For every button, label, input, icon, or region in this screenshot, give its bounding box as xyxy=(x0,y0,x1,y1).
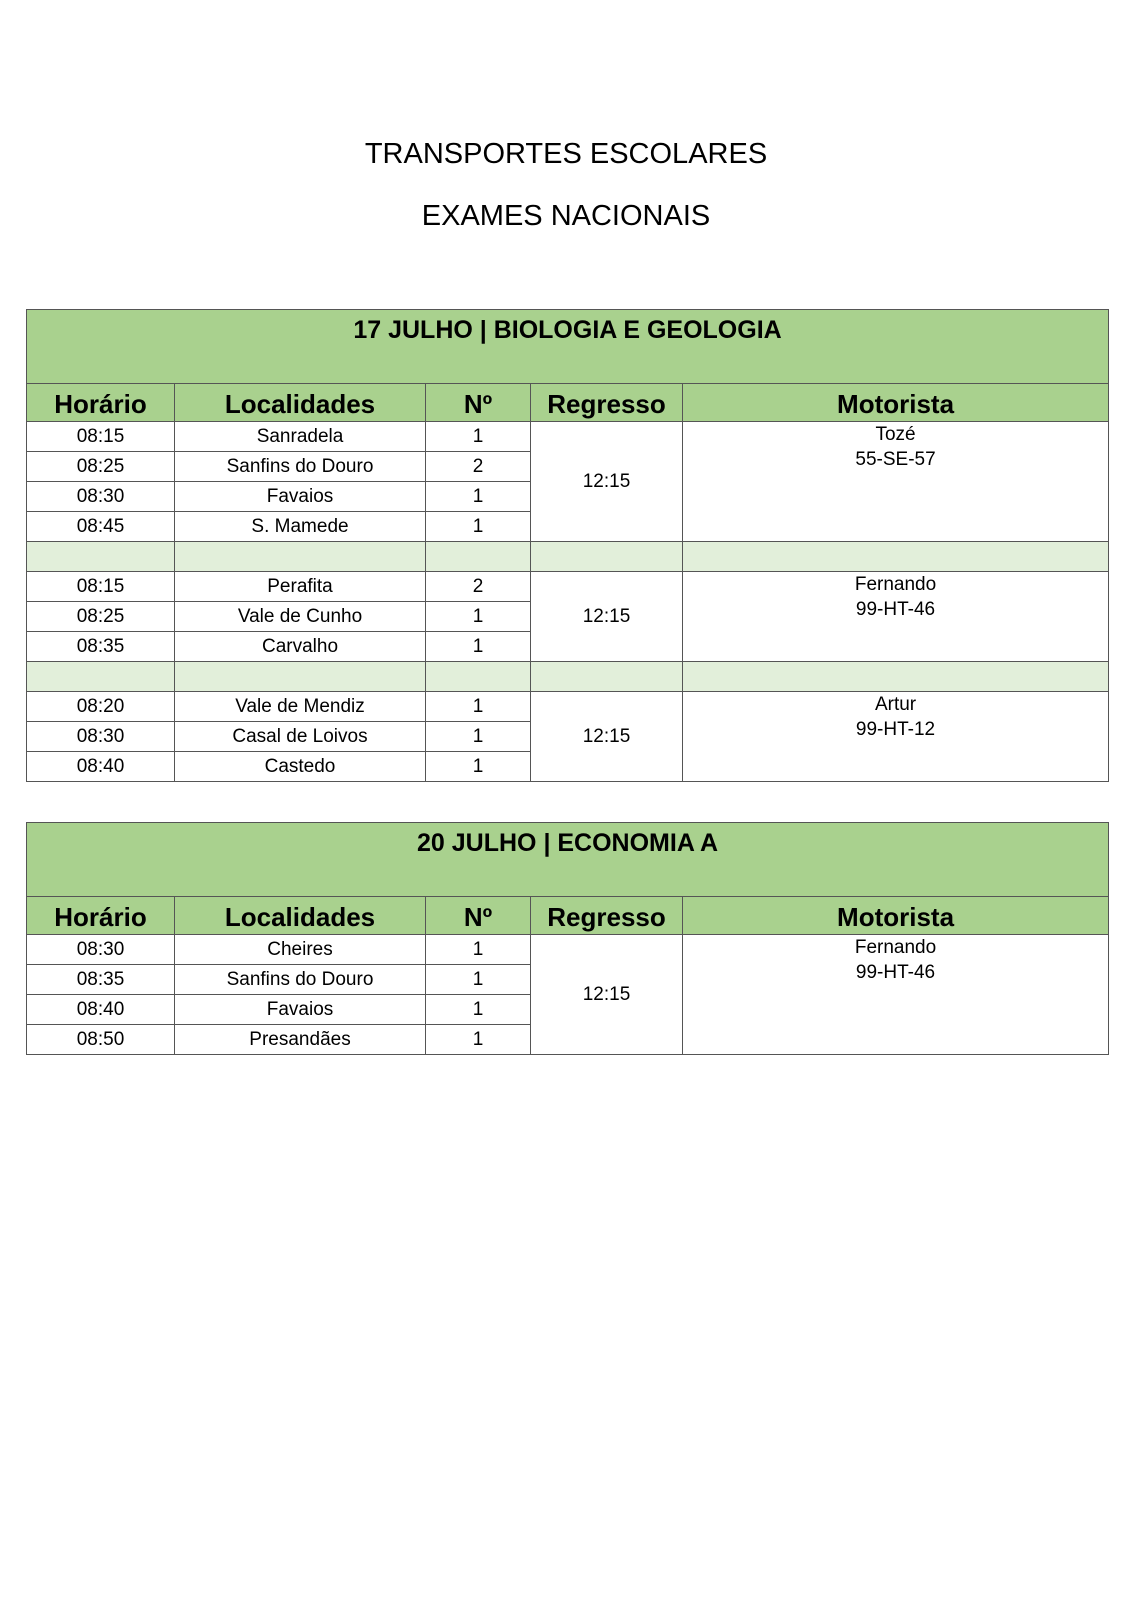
place-cell: Favaios xyxy=(175,482,426,512)
place-cell: Favaios xyxy=(175,995,426,1025)
count-cell: 1 xyxy=(426,602,531,632)
header-motorista: Motorista xyxy=(683,384,1109,422)
time-cell: 08:30 xyxy=(27,482,175,512)
count-cell: 1 xyxy=(426,692,531,722)
place-cell: Vale de Mendiz xyxy=(175,692,426,722)
count-cell: 1 xyxy=(426,422,531,452)
count-cell: 1 xyxy=(426,995,531,1025)
time-cell: 08:25 xyxy=(27,452,175,482)
place-cell: Vale de Cunho xyxy=(175,602,426,632)
vehicle-plate: 55-SE-57 xyxy=(855,449,936,470)
count-cell: 1 xyxy=(426,482,531,512)
table-title: 20 JULHO | ECONOMIA A xyxy=(27,823,1109,897)
time-cell: 08:30 xyxy=(27,722,175,752)
place-cell: Sanfins do Douro xyxy=(175,965,426,995)
header-n: Nº xyxy=(426,384,531,422)
spacer-row xyxy=(27,662,1109,692)
vehicle-plate: 99-HT-46 xyxy=(855,599,936,620)
vehicle-plate: 99-HT-46 xyxy=(855,962,936,983)
vehicle-plate: 99-HT-12 xyxy=(855,719,936,740)
header-localidades: Localidades xyxy=(175,897,426,935)
motorista-cell xyxy=(683,692,1109,782)
place-cell: Sanfins do Douro xyxy=(175,452,426,482)
schedule-table-1 xyxy=(26,309,1109,782)
time-cell: 08:20 xyxy=(27,692,175,722)
place-cell: Casal de Loivos xyxy=(175,722,426,752)
spacer-row xyxy=(27,542,1109,572)
table-row xyxy=(27,935,1109,965)
header-regresso: Regresso xyxy=(531,897,683,935)
time-cell: 08:40 xyxy=(27,995,175,1025)
document-subtitle: EXAMES NACIONAIS xyxy=(421,200,711,232)
time-cell: 08:25 xyxy=(27,602,175,632)
count-cell: 1 xyxy=(426,1025,531,1055)
document-title: TRANSPORTES ESCOLARES xyxy=(364,138,768,170)
regresso-cell: 12:15 xyxy=(531,422,683,542)
table-row xyxy=(27,422,1109,452)
regresso-cell: 12:15 xyxy=(531,692,683,782)
time-cell: 08:35 xyxy=(27,632,175,662)
table-title: 17 JULHO | BIOLOGIA E GEOLOGIA xyxy=(27,310,1109,384)
regresso-cell: 12:15 xyxy=(531,572,683,662)
time-cell: 08:15 xyxy=(27,422,175,452)
header-horario: Horário xyxy=(27,897,175,935)
count-cell: 2 xyxy=(426,452,531,482)
driver-name: Tozé xyxy=(875,424,916,445)
header-n: Nº xyxy=(426,897,531,935)
place-cell: S. Mamede xyxy=(175,512,426,542)
count-cell: 1 xyxy=(426,752,531,782)
time-cell: 08:45 xyxy=(27,512,175,542)
motorista-cell xyxy=(683,572,1109,662)
time-cell: 08:35 xyxy=(27,965,175,995)
driver-name: Fernando xyxy=(854,574,937,595)
table-row xyxy=(27,692,1109,722)
count-cell: 1 xyxy=(426,632,531,662)
table-row xyxy=(27,572,1109,602)
driver-name: Artur xyxy=(874,694,917,715)
header-localidades: Localidades xyxy=(175,384,426,422)
place-cell: Presandães xyxy=(175,1025,426,1055)
schedule-table-2 xyxy=(26,822,1109,1055)
place-cell: Perafita xyxy=(175,572,426,602)
place-cell: Carvalho xyxy=(175,632,426,662)
time-cell: 08:50 xyxy=(27,1025,175,1055)
count-cell: 1 xyxy=(426,935,531,965)
count-cell: 2 xyxy=(426,572,531,602)
header-motorista: Motorista xyxy=(683,897,1109,935)
header-regresso: Regresso xyxy=(531,384,683,422)
time-cell: 08:30 xyxy=(27,935,175,965)
place-cell: Cheires xyxy=(175,935,426,965)
count-cell: 1 xyxy=(426,512,531,542)
time-cell: 08:15 xyxy=(27,572,175,602)
count-cell: 1 xyxy=(426,722,531,752)
place-cell: Castedo xyxy=(175,752,426,782)
regresso-cell: 12:15 xyxy=(531,935,683,1055)
header-horario: Horário xyxy=(27,384,175,422)
place-cell: Sanradela xyxy=(175,422,426,452)
motorista-cell xyxy=(683,422,1109,542)
count-cell: 1 xyxy=(426,965,531,995)
time-cell: 08:40 xyxy=(27,752,175,782)
driver-name: Fernando xyxy=(854,937,937,958)
motorista-cell xyxy=(683,935,1109,1055)
